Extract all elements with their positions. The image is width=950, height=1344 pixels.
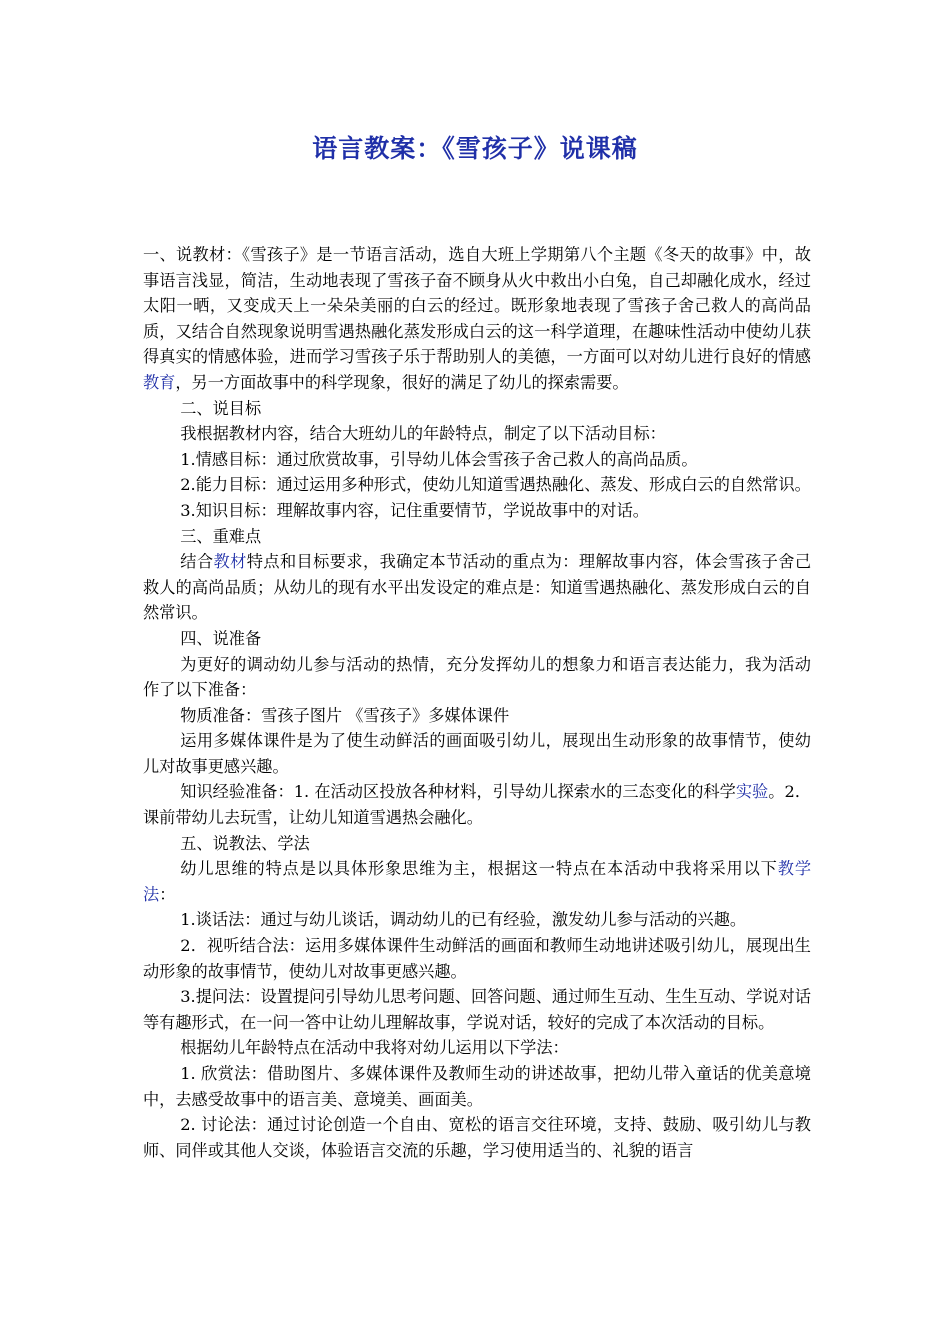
paragraph-text: 结合 (180, 552, 214, 572)
paragraph-p14 (143, 831, 811, 857)
paragraph-p20 (143, 1061, 811, 1112)
inline-link[interactable]: 教育 (143, 372, 176, 392)
paragraph-p12 (143, 728, 811, 779)
paragraph-text: 物质准备：雪孩子图片 《雪孩子》多媒体课件 (180, 705, 510, 725)
paragraph-p8 (143, 549, 811, 626)
paragraph-text: 三、重难点 (180, 526, 262, 546)
paragraph-text: 2. 讨论法：通过讨论创造一个自由、宽松的语言交往环境，支持、鼓励、吸引幼儿与教师、同伴或其他人交谈，体验语言交流的乐趣，学习使用适当的、礼貌的语言 (143, 1115, 811, 1160)
paragraph-text: 1.谈话法：通过与幼儿谈话，调动幼儿的已有经验，激发幼儿参与活动的兴趣。 (180, 910, 747, 930)
paragraph-p4 (143, 447, 811, 473)
paragraph-text: 四、说准备 (180, 628, 262, 648)
paragraph-text: 运用多媒体课件是为了使生动鲜活的画面吸引幼儿，展现出生动形象的故事情节，使幼儿对故事更感兴趣。 (143, 731, 811, 776)
paragraph-text: 2．视听结合法：运用多媒体课件生动鲜活的画面和教师生动地讲述吸引幼儿，展现出生动形象的故事情节，使幼儿对故事更感兴趣。 (143, 936, 811, 981)
paragraph-p7 (143, 524, 811, 550)
inline-link[interactable]: 教材 (213, 552, 247, 572)
paragraph-text: 一、说教材：《雪孩子》是一节语言活动，选自大班上学期第八个主题《冬天的故事》中，故事语言浅显，简洁，生动地表现了雪孩子奋不顾身从火中救出小白兔，自己却融化成水，经过太阳一晒，又变成天上一朵朵美丽的白云的经过。既形象地表现了雪孩子舍己救人的高尚品质，又结合自然现象说明雪遇热融化蒸发形成白云的这一科学道理，在趣味性活动中使幼儿获得真实的情感体验，进而学习雪孩子乐于帮助别人的美德，一方面可以对幼儿进行良好的情感 (143, 245, 811, 367)
paragraph-p17 (143, 933, 811, 984)
page-title: 语言教案：《雪孩子》说课稿 (312, 134, 638, 163)
paragraph-text: 1.情感目标：通过欣赏故事，引导幼儿体会雪孩子舍己救人的高尚品质。 (180, 449, 698, 469)
paragraph-text: 3.提问法：设置提问引导幼儿思考问题、回答问题、通过师生互动、生生互动、学说对话等有趣形式，在一问一答中让幼儿理解故事，学说对话，较好的完成了本次活动的目标。 (143, 987, 811, 1032)
inline-link[interactable]: 实验 (735, 782, 769, 802)
paragraph-p18 (143, 984, 811, 1035)
paragraph-p21 (143, 1112, 811, 1163)
paragraph-p5 (143, 472, 811, 498)
paragraph-p6 (143, 498, 811, 524)
paragraph-text: 知识经验准备：1. 在活动区投放各种材料，引导幼儿探索水的三态变化的科学 (180, 782, 736, 802)
paragraph-p1 (143, 242, 811, 396)
paragraph-text: 我根据教材内容，结合大班幼儿的年龄特点，制定了以下活动目标： (180, 424, 666, 444)
document-body (143, 242, 811, 1163)
paragraph-p13 (143, 779, 811, 830)
paragraph-text: ： (159, 884, 176, 904)
paragraph-text: 根据幼儿年龄特点在活动中我将对幼儿运用以下学法： (180, 1038, 569, 1058)
paragraph-p16 (143, 907, 811, 933)
paragraph-text: 五、说教法、学法 (180, 833, 310, 853)
paragraph-text: 3.知识目标：理解故事内容，记住重要情节，学说故事中的对话。 (180, 500, 649, 520)
paragraph-p19 (143, 1035, 811, 1061)
paragraph-p10 (143, 652, 811, 703)
paragraph-text: 二、说目标 (180, 398, 262, 418)
paragraph-text: ，另一方面故事中的科学现象，很好的满足了幼儿的探索需要。 (175, 372, 629, 392)
paragraph-text: 2.能力目标：通过运用多种形式，使幼儿知道雪遇热融化、蒸发、形成白云的自然常识。 (180, 475, 811, 495)
paragraph-p3 (143, 421, 811, 447)
paragraph-text: 特点和目标要求，我确定本节活动的重点为：理解故事内容，体会雪孩子舍己救人的高尚品质；从幼儿的现有水平出发设定的难点是：知道雪遇热融化、蒸发形成白云的自然常识。 (143, 552, 812, 623)
paragraph-text: 为更好的调动幼儿参与活动的热情，充分发挥幼儿的想象力和语言表达能力，我为活动作了以下准备： (143, 654, 811, 700)
paragraph-text: 。2．课前带幼儿去玩雪，让幼儿知道雪遇热会融化。 (143, 782, 812, 828)
paragraph-text: 1. 欣赏法：借助图片、多媒体课件及教师生动的讲述故事，把幼儿带入童话的优美意境中，去感受故事中的语言美、意境美、画面美。 (143, 1064, 811, 1109)
paragraph-text: 幼儿思维的特点是以具体形象思维为主，根据这一特点在本活动中我将采用以下 (180, 859, 778, 879)
paragraph-p9 (143, 626, 811, 652)
inline-link[interactable]: 教学法 (143, 859, 812, 904)
paragraph-p2 (143, 396, 811, 422)
paragraph-p15 (143, 856, 811, 907)
paragraph-p11 (143, 703, 811, 729)
